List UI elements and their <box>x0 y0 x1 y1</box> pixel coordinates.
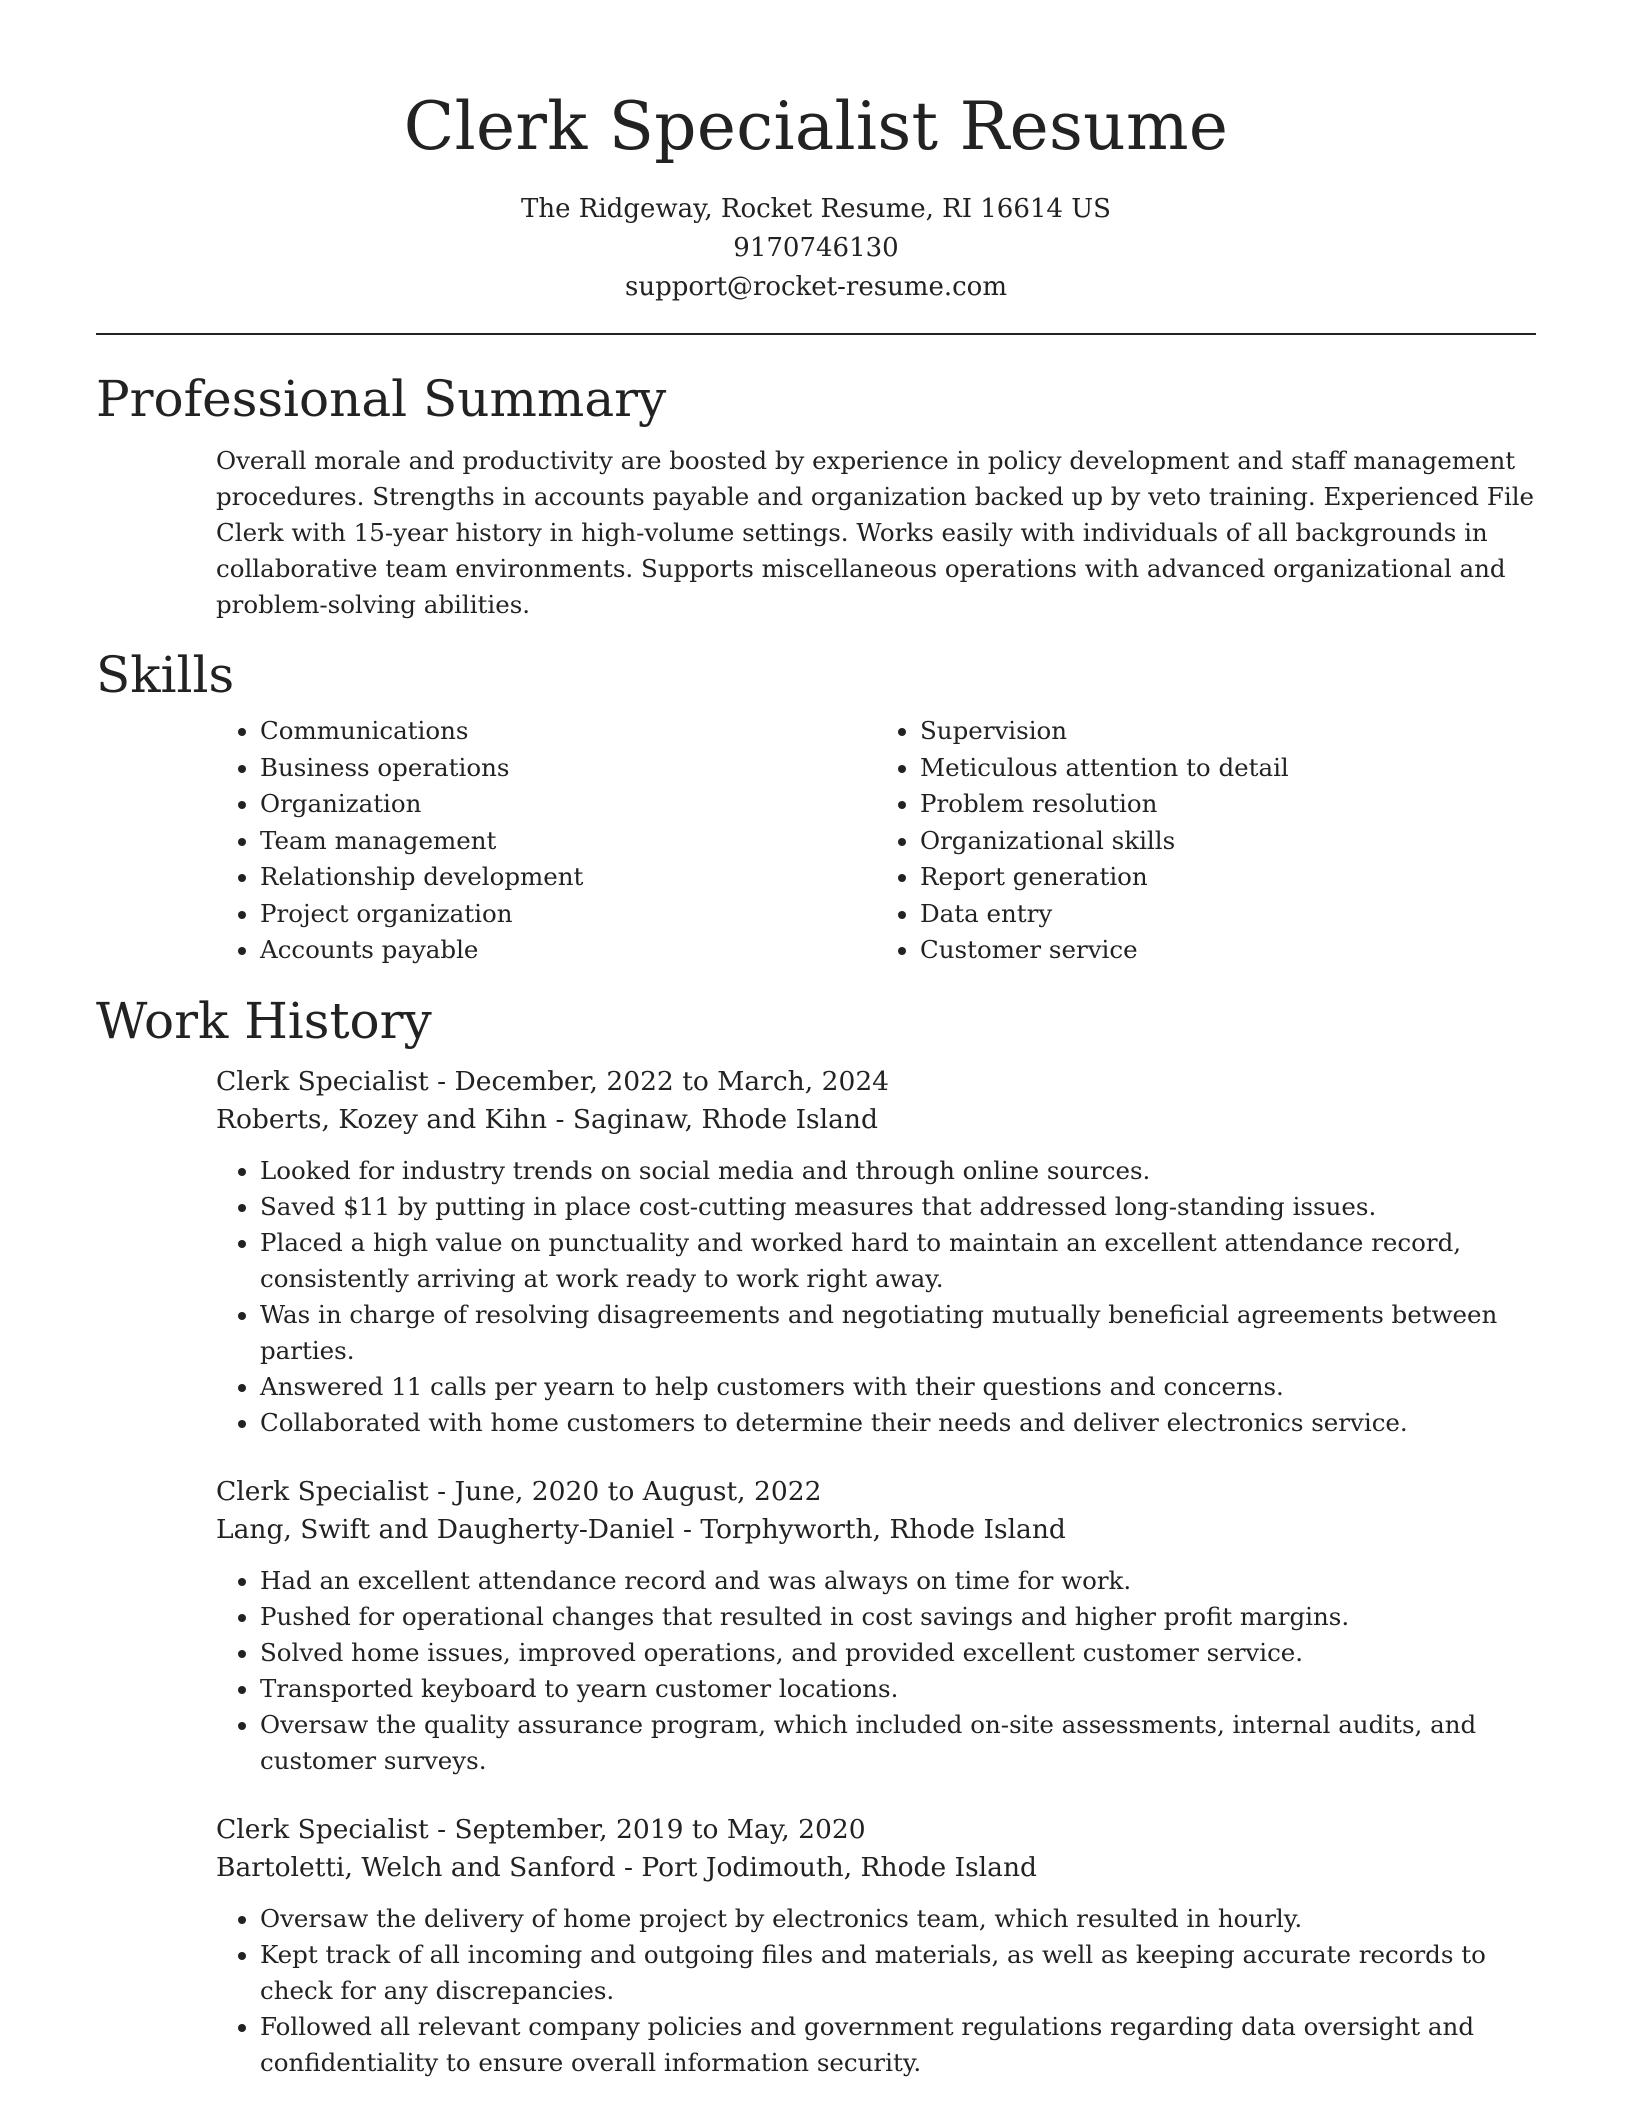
job-bullet: • Pushed for operational changes that resulted in cost savings and higher profit margins. <box>260 1599 1536 1635</box>
job-bullet: • Kept track of all incoming and outgoing files and materials, as well as keeping accurate records to check for any discrepancies. <box>260 1937 1536 2009</box>
resume-page <box>96 0 1536 2081</box>
job-dates: September, 2019 to May, 2020 <box>454 1813 866 1845</box>
contact-address: The Ridgeway, Rocket Resume, RI 16614 US <box>521 194 1111 224</box>
skill-item: • Data entry <box>920 896 1536 933</box>
job-location: Port Jodimouth, Rhode Island <box>641 1851 1037 1883</box>
job-bullets <box>216 1153 1536 1441</box>
skill-item: • Accounts payable <box>260 932 876 969</box>
job-company: Lang, Swift and Daugherty-Daniel <box>216 1513 675 1545</box>
contact-block <box>96 190 1536 307</box>
job-bullet: • Collaborated with home customers to determine their needs and deliver electronics service. <box>260 1405 1536 1441</box>
job-bullet: • Transported keyboard to yearn customer locations. <box>260 1671 1536 1707</box>
job-title: Clerk Specialist <box>216 1813 429 1845</box>
job-bullet: • Was in charge of resolving disagreements and negotiating mutually beneficial agreements between parties. <box>260 1297 1536 1369</box>
skill-item: • Communications <box>260 713 876 750</box>
job-location: Saginaw, Rhode Island <box>572 1103 878 1135</box>
summary-heading: Professional Summary <box>96 370 667 428</box>
skill-item: • Problem resolution <box>920 786 1536 823</box>
job-bullet: • Oversaw the quality assurance program, which included on-site assessments, internal audits, and customer surveys. <box>260 1707 1536 1779</box>
job-bullet: • Saved $11 by putting in place cost-cutting measures that addressed long-standing issues. <box>260 1189 1536 1225</box>
job-company-line: Lang, Swift and Daugherty-Daniel - Torphyworth, Rhode Island <box>216 1513 1066 1545</box>
skills-list <box>216 713 1536 969</box>
job-title-line: Clerk Specialist - December, 2022 to March, 2024 <box>216 1065 890 1097</box>
job-title-line: Clerk Specialist - June, 2020 to August, 2022 <box>216 1475 822 1507</box>
skill-item: • Meticulous attention to detail <box>920 750 1536 787</box>
skill-item: • Organizational skills <box>920 823 1536 860</box>
skills-column-left <box>216 713 876 969</box>
job-bullet: • Answered 11 calls per yearn to help customers with their questions and concerns. <box>260 1369 1536 1405</box>
skills-heading: Skills <box>96 646 235 704</box>
job-dates: June, 2020 to August, 2022 <box>454 1475 822 1507</box>
skill-item: • Organization <box>260 786 876 823</box>
job-company-line: Roberts, Kozey and Kihn - Saginaw, Rhode Island <box>216 1103 878 1135</box>
job-bullet: • Looked for industry trends on social media and through online sources. <box>260 1153 1536 1189</box>
skills-column-right <box>876 713 1536 969</box>
job-company-line: Bartoletti, Welch and Sanford - Port Jodimouth, Rhode Island <box>216 1851 1037 1883</box>
job-title: Clerk Specialist <box>216 1065 429 1097</box>
job-bullets <box>216 1901 1536 2081</box>
skill-item: • Supervision <box>920 713 1536 750</box>
contact-phone: 9170746130 <box>733 233 899 263</box>
job-bullet: • Had an excellent attendance record and was always on time for work. <box>260 1563 1536 1599</box>
resume-title: Clerk Specialist Resume <box>403 88 1229 165</box>
job-location: Torphyworth, Rhode Island <box>700 1513 1066 1545</box>
skill-item: • Business operations <box>260 750 876 787</box>
job-bullet: • Oversaw the delivery of home project by electronics team, which resulted in hourly. <box>260 1901 1536 1937</box>
job-dates: December, 2022 to March, 2024 <box>454 1065 890 1097</box>
job-entry <box>216 1063 1536 1441</box>
job-company: Bartoletti, Welch and Sanford <box>216 1851 616 1883</box>
job-bullets <box>216 1563 1536 1779</box>
contact-email: support@rocket-resume.com <box>624 272 1007 302</box>
job-bullet: • Solved home issues, improved operations, and provided excellent customer service. <box>260 1635 1536 1671</box>
job-entry <box>216 1811 1536 2081</box>
work-history-heading: Work History <box>96 991 432 1050</box>
skill-item: • Customer service <box>920 932 1536 969</box>
job-company: Roberts, Kozey and Kihn <box>216 1103 548 1135</box>
job-title: Clerk Specialist <box>216 1475 429 1507</box>
skill-item: • Project organization <box>260 896 876 933</box>
job-entry <box>216 1473 1536 1779</box>
job-bullet: • Placed a high value on punctuality and worked hard to maintain an excellent attendance record, consistently arriving at work ready to work right away. <box>260 1225 1536 1297</box>
skill-item: • Report generation <box>920 859 1536 896</box>
skill-item: • Relationship development <box>260 859 876 896</box>
skill-item: • Team management <box>260 823 876 860</box>
job-title-line: Clerk Specialist - September, 2019 to May, 2020 <box>216 1813 866 1845</box>
job-bullet: • Followed all relevant company policies and government regulations regarding data oversight and confidentiality to ensure overall information security. <box>260 2009 1536 2081</box>
resume-header <box>96 0 1536 307</box>
header-divider <box>96 333 1536 335</box>
summary-text: Overall morale and productivity are boosted by experience in policy development and staff management procedures. Strengths in accounts payable and organization backed up by veto training. Experienced File Clerk with 15-year history in high-volume settings. Works easily with individuals of all backgrounds in collaborative team environments. Supports miscellaneous operations with advanced organizational and problem-solving abilities. <box>216 446 1535 619</box>
